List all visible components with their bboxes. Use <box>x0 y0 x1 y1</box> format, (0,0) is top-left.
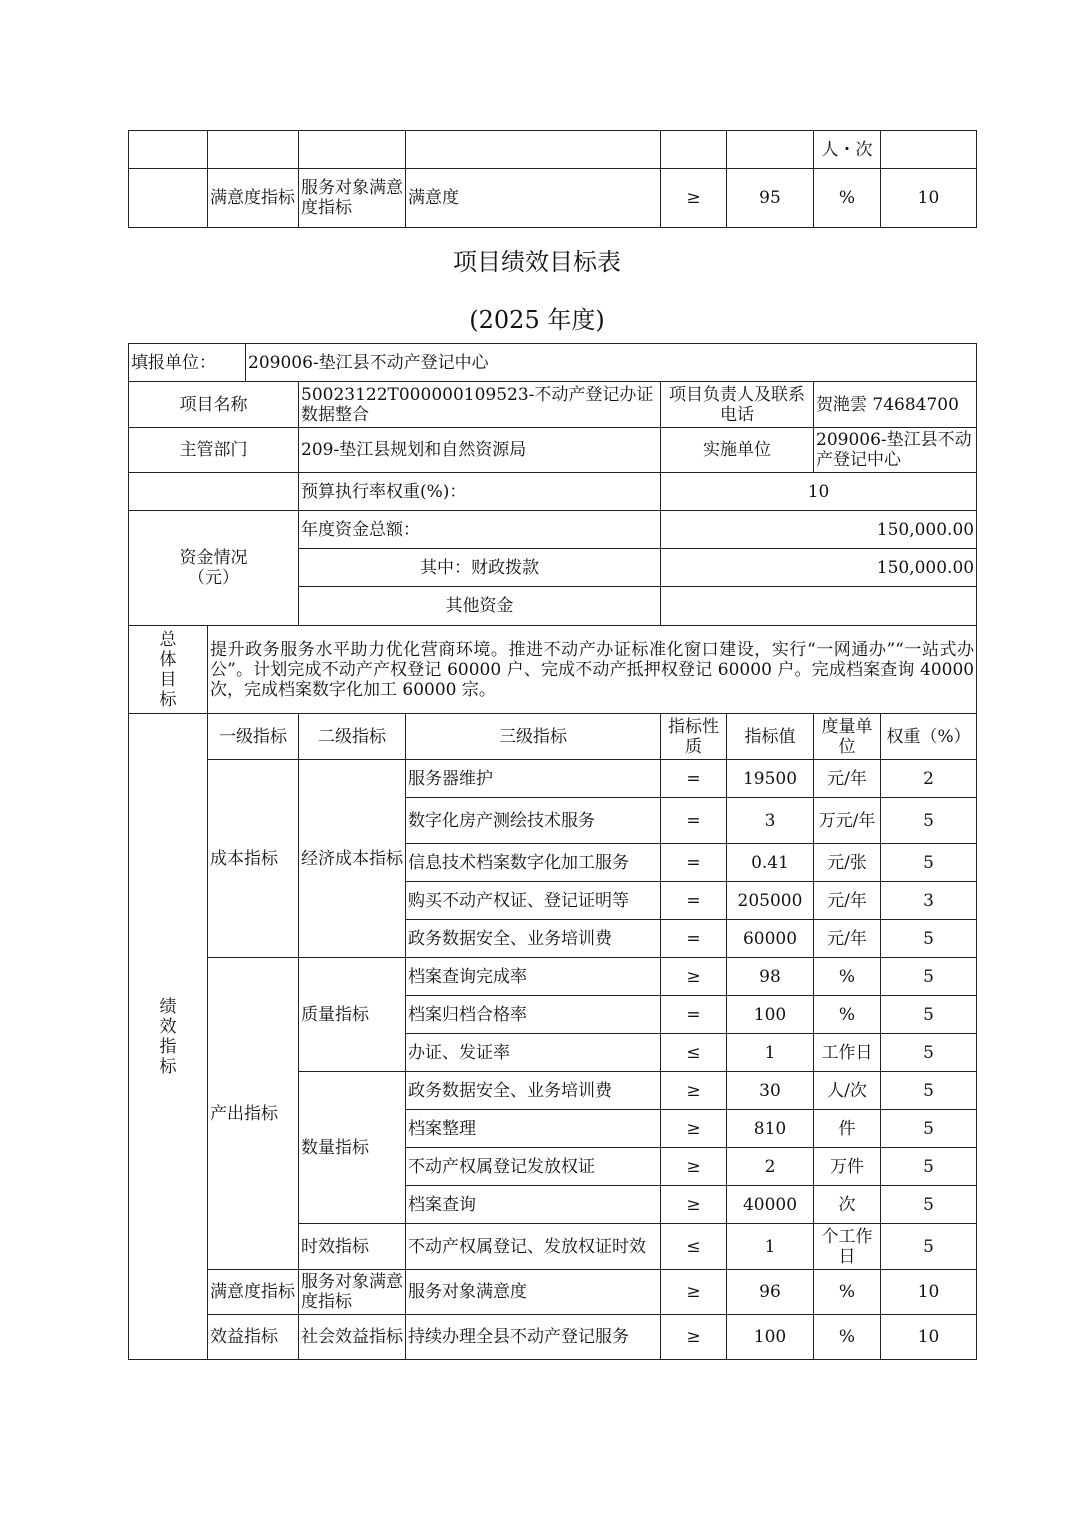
unit-cell: 元/年 <box>814 760 881 798</box>
level2-cell: 经济成本指标 <box>299 760 406 958</box>
unit-cell: 万件 <box>814 1148 881 1186</box>
reporting-unit-value: 209006-垫江县不动产登记中心 <box>246 344 977 382</box>
weight-cell: 5 <box>881 1224 977 1270</box>
manager-value: 贺滟雲 74684700 <box>814 382 977 428</box>
fiscal-value: 150,000.00 <box>661 549 977 587</box>
goal-label: 总体目标 <box>129 626 208 714</box>
cell <box>129 169 208 228</box>
weight-cell: 5 <box>881 844 977 882</box>
nature-cell: = <box>661 882 727 920</box>
header-level3: 三级指标 <box>406 714 661 760</box>
weight-cell: 10 <box>881 169 977 228</box>
other-funds-value <box>661 587 977 626</box>
indicator-row <box>129 1270 977 1315</box>
level2-cell: 数量指标 <box>299 1072 406 1224</box>
table-row <box>129 473 977 511</box>
dept-value: 209-垫江县规划和自然资源局 <box>299 428 661 473</box>
value-cell: 100 <box>727 996 814 1034</box>
unit-cell: 次 <box>814 1186 881 1224</box>
annual-total-value: 150,000.00 <box>661 511 977 549</box>
manager-label: 项目负责人及联系电话 <box>661 382 814 428</box>
fiscal-label: 其中：财政拨款 <box>299 549 661 587</box>
unit-cell: 元/张 <box>814 844 881 882</box>
level1-cell: 满意度指标 <box>208 169 299 228</box>
nature-cell: ≤ <box>661 1034 727 1072</box>
other-funds-label: 其他资金 <box>299 587 661 626</box>
unit-cell: 件 <box>814 1110 881 1148</box>
nature-cell: ≥ <box>661 1072 727 1110</box>
level1-cell: 效益指标 <box>208 1315 299 1360</box>
weight-cell: 5 <box>881 1072 977 1110</box>
header-level2: 二级指标 <box>299 714 406 760</box>
unit-cell: % <box>814 169 881 228</box>
value-cell: 3 <box>727 798 814 844</box>
budget-weight-value: 10 <box>661 473 977 511</box>
dept-label: 主管部门 <box>129 428 299 473</box>
cell <box>661 131 727 169</box>
level2-cell: 服务对象满意度指标 <box>299 169 406 228</box>
nature-cell: = <box>661 844 727 882</box>
value-cell: 19500 <box>727 760 814 798</box>
nature-cell: ≥ <box>661 1270 727 1315</box>
cell <box>208 131 299 169</box>
value-cell: 60000 <box>727 920 814 958</box>
unit-cell: 元/年 <box>814 882 881 920</box>
cell <box>129 473 299 511</box>
cell <box>299 131 406 169</box>
goal-text: 提升政务服务水平助力优化营商环境。推进不动产办证标准化窗口建设，实行“一网通办”“一站式办公”。计划完成不动产产权登记 60000 户、完成不动产抵押权登记 60000 户。完成档案查询 40000 次，完成档案数字化加工 60000 宗。 <box>208 626 977 714</box>
level3-cell: 档案查询 <box>406 1186 661 1224</box>
nature-cell: ≥ <box>661 1148 727 1186</box>
level3-cell: 政务数据安全、业务培训费 <box>406 920 661 958</box>
level3-cell: 政务数据安全、业务培训费 <box>406 1072 661 1110</box>
level1-cell: 成本指标 <box>208 760 299 958</box>
page-subtitle: (2025 年度) <box>469 306 605 334</box>
weight-cell: 5 <box>881 958 977 996</box>
weight-cell: 5 <box>881 1186 977 1224</box>
level3-cell: 服务对象满意度 <box>406 1270 661 1315</box>
level3-cell: 购买不动产权证、登记证明等 <box>406 882 661 920</box>
unit-cell: 个工作日 <box>814 1224 881 1270</box>
unit-cell: 人/次 <box>814 1072 881 1110</box>
value-cell: 95 <box>727 169 814 228</box>
value-cell: 96 <box>727 1270 814 1315</box>
level3-cell: 数字化房产测绘技术服务 <box>406 798 661 844</box>
nature-cell: ≥ <box>661 1186 727 1224</box>
performance-target-table <box>128 343 977 1360</box>
table-row <box>129 626 977 714</box>
value-cell: 205000 <box>727 882 814 920</box>
value-cell: 810 <box>727 1110 814 1148</box>
cell <box>129 131 208 169</box>
nature-cell: = <box>661 798 727 844</box>
value-cell: 2 <box>727 1148 814 1186</box>
level2-cell: 社会效益指标 <box>299 1315 406 1360</box>
weight-cell: 5 <box>881 920 977 958</box>
unit-cell: % <box>814 1270 881 1315</box>
table-row <box>129 169 977 228</box>
level3-cell: 持续办理全县不动产登记服务 <box>406 1315 661 1360</box>
nature-cell: ≥ <box>661 1315 727 1360</box>
annual-total-label: 年度资金总额： <box>299 511 661 549</box>
indicators-section-label: 绩效指标 <box>129 714 208 1360</box>
value-cell: 40000 <box>727 1186 814 1224</box>
unit-cell: 工作日 <box>814 1034 881 1072</box>
unit-cell: 元/年 <box>814 920 881 958</box>
value-cell: 98 <box>727 958 814 996</box>
level2-cell: 服务对象满意度指标 <box>299 1270 406 1315</box>
unit-cell: % <box>814 996 881 1034</box>
header-value: 指标值 <box>727 714 814 760</box>
nature-cell: ≥ <box>661 169 727 228</box>
project-name-value: 50023122T000000109523-不动产登记办证数据整合 <box>299 382 661 428</box>
nature-cell: ≤ <box>661 1224 727 1270</box>
table-row <box>129 428 977 473</box>
value-cell: 1 <box>727 1224 814 1270</box>
level3-cell: 办证、发证率 <box>406 1034 661 1072</box>
nature-cell: = <box>661 996 727 1034</box>
unit-cell: 人・次 <box>814 131 881 169</box>
nature-cell: = <box>661 920 727 958</box>
indicator-row <box>129 1315 977 1360</box>
cell <box>727 131 814 169</box>
weight-cell: 5 <box>881 1034 977 1072</box>
weight-cell: 5 <box>881 798 977 844</box>
unit-cell: 万元/年 <box>814 798 881 844</box>
level2-cell: 时效指标 <box>299 1224 406 1270</box>
previous-table-fragment <box>128 130 977 228</box>
project-name-label: 项目名称 <box>129 382 299 428</box>
header-weight: 权重（%） <box>881 714 977 760</box>
level3-cell: 不动产权属登记发放权证 <box>406 1148 661 1186</box>
weight-cell: 5 <box>881 996 977 1034</box>
weight-cell: 5 <box>881 1148 977 1186</box>
level1-cell: 产出指标 <box>208 958 299 1270</box>
table-row <box>129 511 977 549</box>
level3-cell: 服务器维护 <box>406 760 661 798</box>
level3-cell: 档案整理 <box>406 1110 661 1148</box>
level1-cell: 满意度指标 <box>208 1270 299 1315</box>
nature-cell: ≥ <box>661 958 727 996</box>
indicator-header-row <box>129 714 977 760</box>
weight-cell: 2 <box>881 760 977 798</box>
indicator-row <box>129 760 977 798</box>
header-nature: 指标性质 <box>661 714 727 760</box>
unit-cell: % <box>814 958 881 996</box>
value-cell: 0.41 <box>727 844 814 882</box>
value-cell: 30 <box>727 1072 814 1110</box>
level3-cell: 不动产权属登记、发放权证时效 <box>406 1224 661 1270</box>
budget-weight-label: 预算执行率权重(%)： <box>299 473 661 511</box>
weight-cell: 3 <box>881 882 977 920</box>
level3-cell: 信息技术档案数字化加工服务 <box>406 844 661 882</box>
header-level1: 一级指标 <box>208 714 299 760</box>
impl-label: 实施单位 <box>661 428 814 473</box>
level2-cell: 质量指标 <box>299 958 406 1072</box>
level3-cell: 满意度 <box>406 169 661 228</box>
weight-cell: 10 <box>881 1270 977 1315</box>
table-row <box>129 131 977 169</box>
value-cell: 1 <box>727 1034 814 1072</box>
value-cell: 100 <box>727 1315 814 1360</box>
level3-cell: 档案归档合格率 <box>406 996 661 1034</box>
reporting-unit-label: 填报单位： <box>129 344 246 382</box>
nature-cell: = <box>661 760 727 798</box>
weight-cell: 10 <box>881 1315 977 1360</box>
funds-label: 资金情况（元） <box>129 511 299 626</box>
level3-cell: 档案查询完成率 <box>406 958 661 996</box>
page-title: 项目绩效目标表 <box>453 248 621 276</box>
weight-cell: 5 <box>881 1110 977 1148</box>
impl-value: 209006-垫江县不动产登记中心 <box>814 428 977 473</box>
unit-cell: % <box>814 1315 881 1360</box>
table-row <box>129 344 977 382</box>
table-row <box>129 382 977 428</box>
nature-cell: ≥ <box>661 1110 727 1148</box>
indicator-row <box>129 958 977 996</box>
cell <box>881 131 977 169</box>
header-unit: 度量单位 <box>814 714 881 760</box>
cell <box>406 131 661 169</box>
